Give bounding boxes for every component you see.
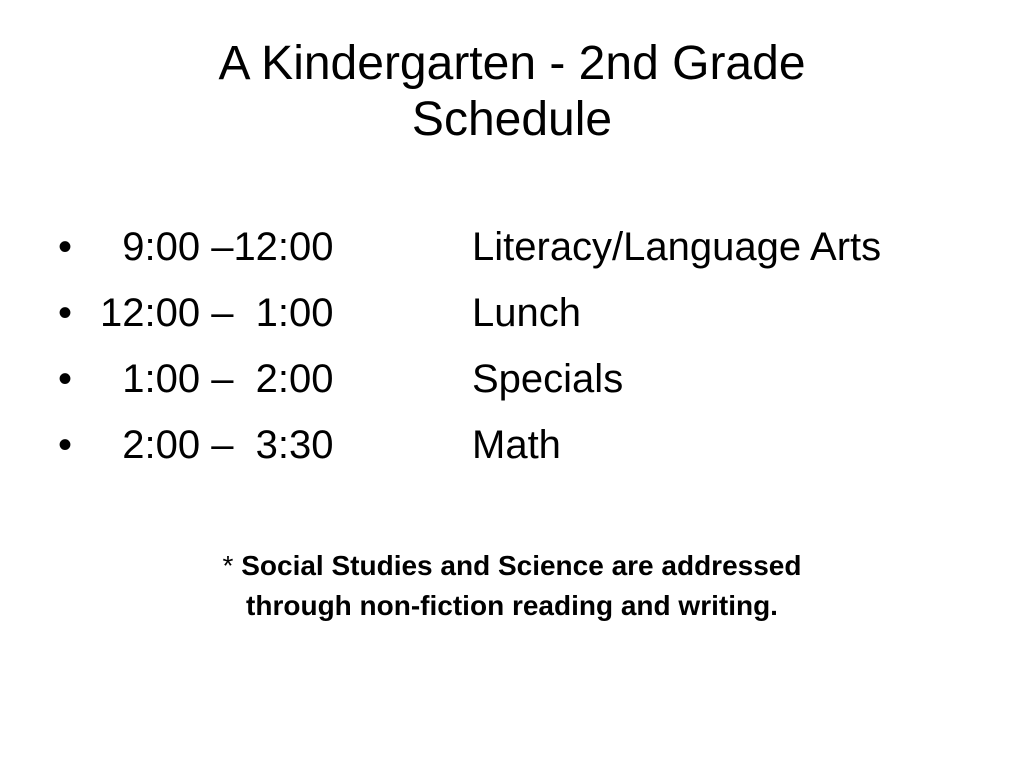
bullet-icon: •: [58, 357, 73, 401]
footnote-text-2: through non-fiction reading and writing.: [246, 590, 778, 621]
asterisk: *: [222, 550, 242, 581]
activity-label: Specials: [472, 357, 624, 401]
time-range: 2:00 – 3:30: [100, 423, 334, 467]
title-line-2: Schedule: [411, 93, 613, 146]
title-line-1: A Kindergarten - 2nd Grade: [218, 37, 806, 90]
list-item: [0, 288, 1024, 354]
schedule-list: [0, 222, 1024, 486]
time-range: 9:00 –12:00: [100, 225, 334, 269]
footnote-line-1: [0, 546, 1024, 586]
activity-label: Math: [472, 423, 561, 467]
footnote: [0, 546, 1024, 626]
bullet-icon: •: [58, 423, 73, 467]
activity-label: Literacy/Language Arts: [472, 225, 882, 269]
time-range: 12:00 – 1:00: [100, 291, 334, 335]
list-item: [0, 354, 1024, 420]
bullet-icon: •: [58, 225, 73, 269]
bullet-icon: •: [58, 291, 73, 335]
footnote-text-1: Social Studies and Science are addressed: [241, 550, 802, 581]
list-item: [0, 222, 1024, 288]
time-range: 1:00 – 2:00: [100, 357, 334, 401]
activity-label: Lunch: [472, 291, 581, 335]
list-item: [0, 420, 1024, 486]
slide-title: [0, 36, 1024, 148]
